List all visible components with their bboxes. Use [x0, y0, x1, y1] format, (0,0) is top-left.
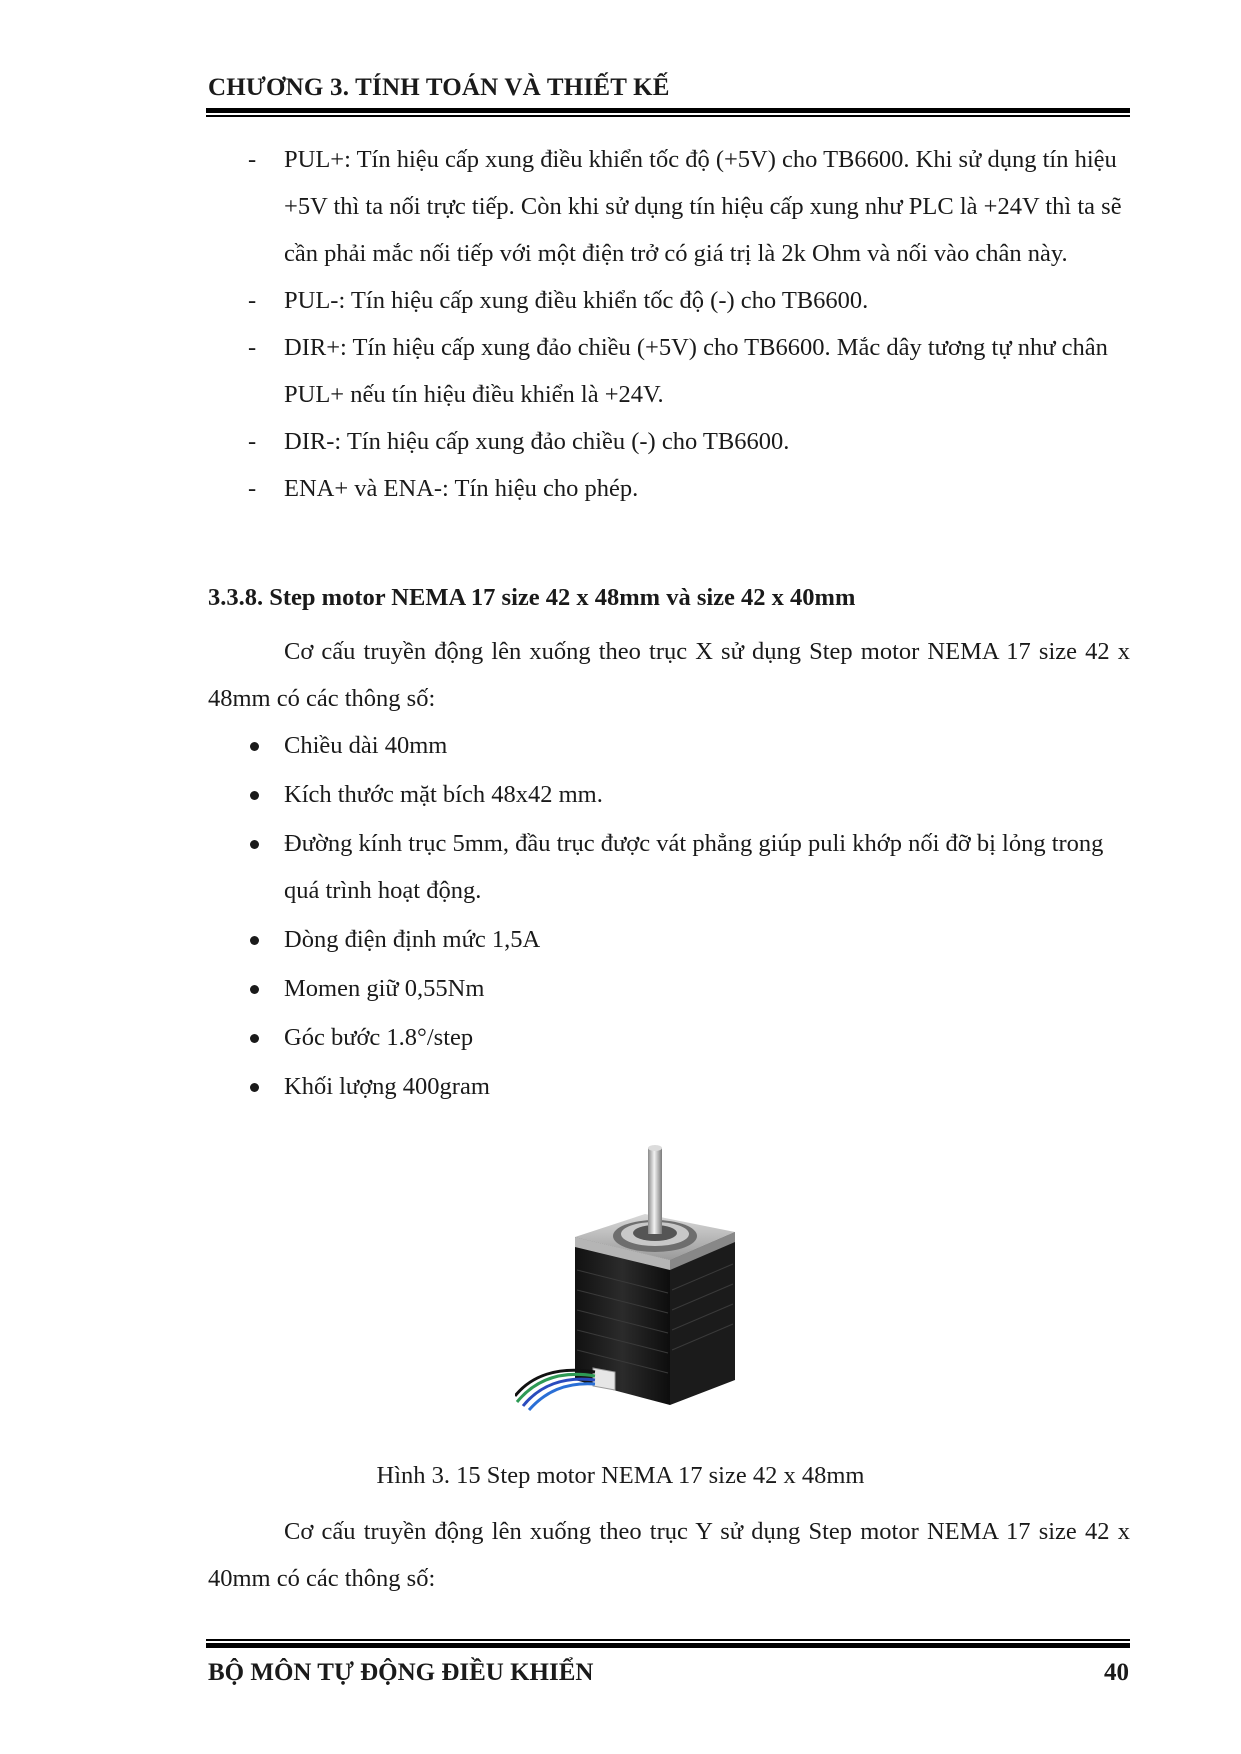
dash-marker: -: [248, 475, 257, 502]
bullet-dot-icon: [250, 742, 259, 751]
header-rule-thick: [206, 108, 1130, 113]
dash-marker: -: [248, 287, 257, 314]
list-item: [208, 722, 1128, 769]
dash-marker: -: [248, 428, 257, 455]
list-item-text: PUL-: Tín hiệu cấp xung điều khiển tốc độ (-) cho TB6600.: [284, 287, 869, 314]
section-heading: 3.3.8. Step motor NEMA 17 size 42 x 48mm và size 42 x 40mm: [208, 584, 856, 611]
page-footer-title: BỘ MÔN TỰ ĐỘNG ĐIỀU KHIỂN: [208, 1659, 594, 1686]
list-item: [208, 136, 1128, 277]
list-item: [208, 916, 1128, 963]
list-item-text: PUL+: Tín hiệu cấp xung điều khiển tốc độ (+5V) cho TB6600. Khi sử dụng tín hiệu +5V thì ta nối trực tiếp. Còn khi sử dụng tín hiệu cấp xung như PLC là +24V thì ta sẽ cần phải mắc nối tiếp với một điện trở có giá trị là 2k Ohm và nối vào chân này.: [284, 146, 1122, 267]
motor-spec-list: [208, 722, 1128, 1112]
signal-pin-list: [208, 136, 1128, 512]
list-item: [208, 1063, 1128, 1110]
intro-paragraph-x-axis: Cơ cấu truyền động lên xuống theo trục X sử dụng Step motor NEMA 17 size 42 x 48mm có các thông số:: [208, 638, 1130, 712]
bullet-dot-icon: [250, 1083, 259, 1092]
list-item: [208, 324, 1128, 418]
list-item: [208, 1014, 1128, 1061]
list-item-text: Đường kính trục 5mm, đầu trục được vát phẳng giúp puli khớp nối đỡ bị lỏng trong quá trình hoạt động.: [284, 830, 1104, 904]
list-item-text: Chiều dài 40mm: [284, 732, 448, 759]
stepper-motor-image: [515, 1140, 785, 1430]
intro-paragraph-y-axis: Cơ cấu truyền động lên xuống theo trục Y sử dụng Step motor NEMA 17 size 42 x 40mm có các thông số:: [208, 1518, 1130, 1592]
list-item: [208, 820, 1128, 914]
list-item: [208, 771, 1128, 818]
list-item-text: Dòng điện định mức 1,5A: [284, 926, 541, 953]
bullet-dot-icon: [250, 936, 259, 945]
bullet-dot-icon: [250, 1034, 259, 1043]
list-item-text: Momen giữ 0,55Nm: [284, 975, 485, 1002]
list-item-text: Khối lượng 400gram: [284, 1073, 490, 1100]
page-header-title: CHƯƠNG 3. TÍNH TOÁN VÀ THIẾT KẾ: [208, 74, 670, 101]
list-item-text: Kích thước mặt bích 48x42 mm.: [284, 781, 603, 808]
list-item-text: DIR-: Tín hiệu cấp xung đảo chiều (-) cho TB6600.: [284, 428, 790, 455]
dash-marker: -: [248, 146, 257, 173]
list-item: [208, 465, 1128, 512]
dash-marker: -: [248, 334, 257, 361]
list-item: [208, 418, 1128, 465]
list-item-text: Góc bước 1.8°/step: [284, 1024, 474, 1051]
footer-rule-thick: [206, 1643, 1130, 1648]
footer-rule-thin: [206, 1639, 1130, 1641]
list-item-text: DIR+: Tín hiệu cấp xung đảo chiều (+5V) cho TB6600. Mắc dây tương tự như chân PUL+ nếu tín hiệu điều khiển là +24V.: [284, 334, 1108, 408]
bullet-dot-icon: [250, 840, 259, 849]
list-item: [208, 965, 1128, 1012]
header-rule-thin: [206, 115, 1130, 117]
list-item: [208, 277, 1128, 324]
figure-caption: Hình 3. 15 Step motor NEMA 17 size 42 x 48mm: [376, 1462, 865, 1489]
bullet-dot-icon: [250, 985, 259, 994]
stepper-motor-figure: [515, 1140, 785, 1430]
bullet-dot-icon: [250, 791, 259, 800]
list-item-text: ENA+ và ENA-: Tín hiệu cho phép.: [284, 475, 639, 502]
page-number: 40: [1104, 1659, 1129, 1686]
